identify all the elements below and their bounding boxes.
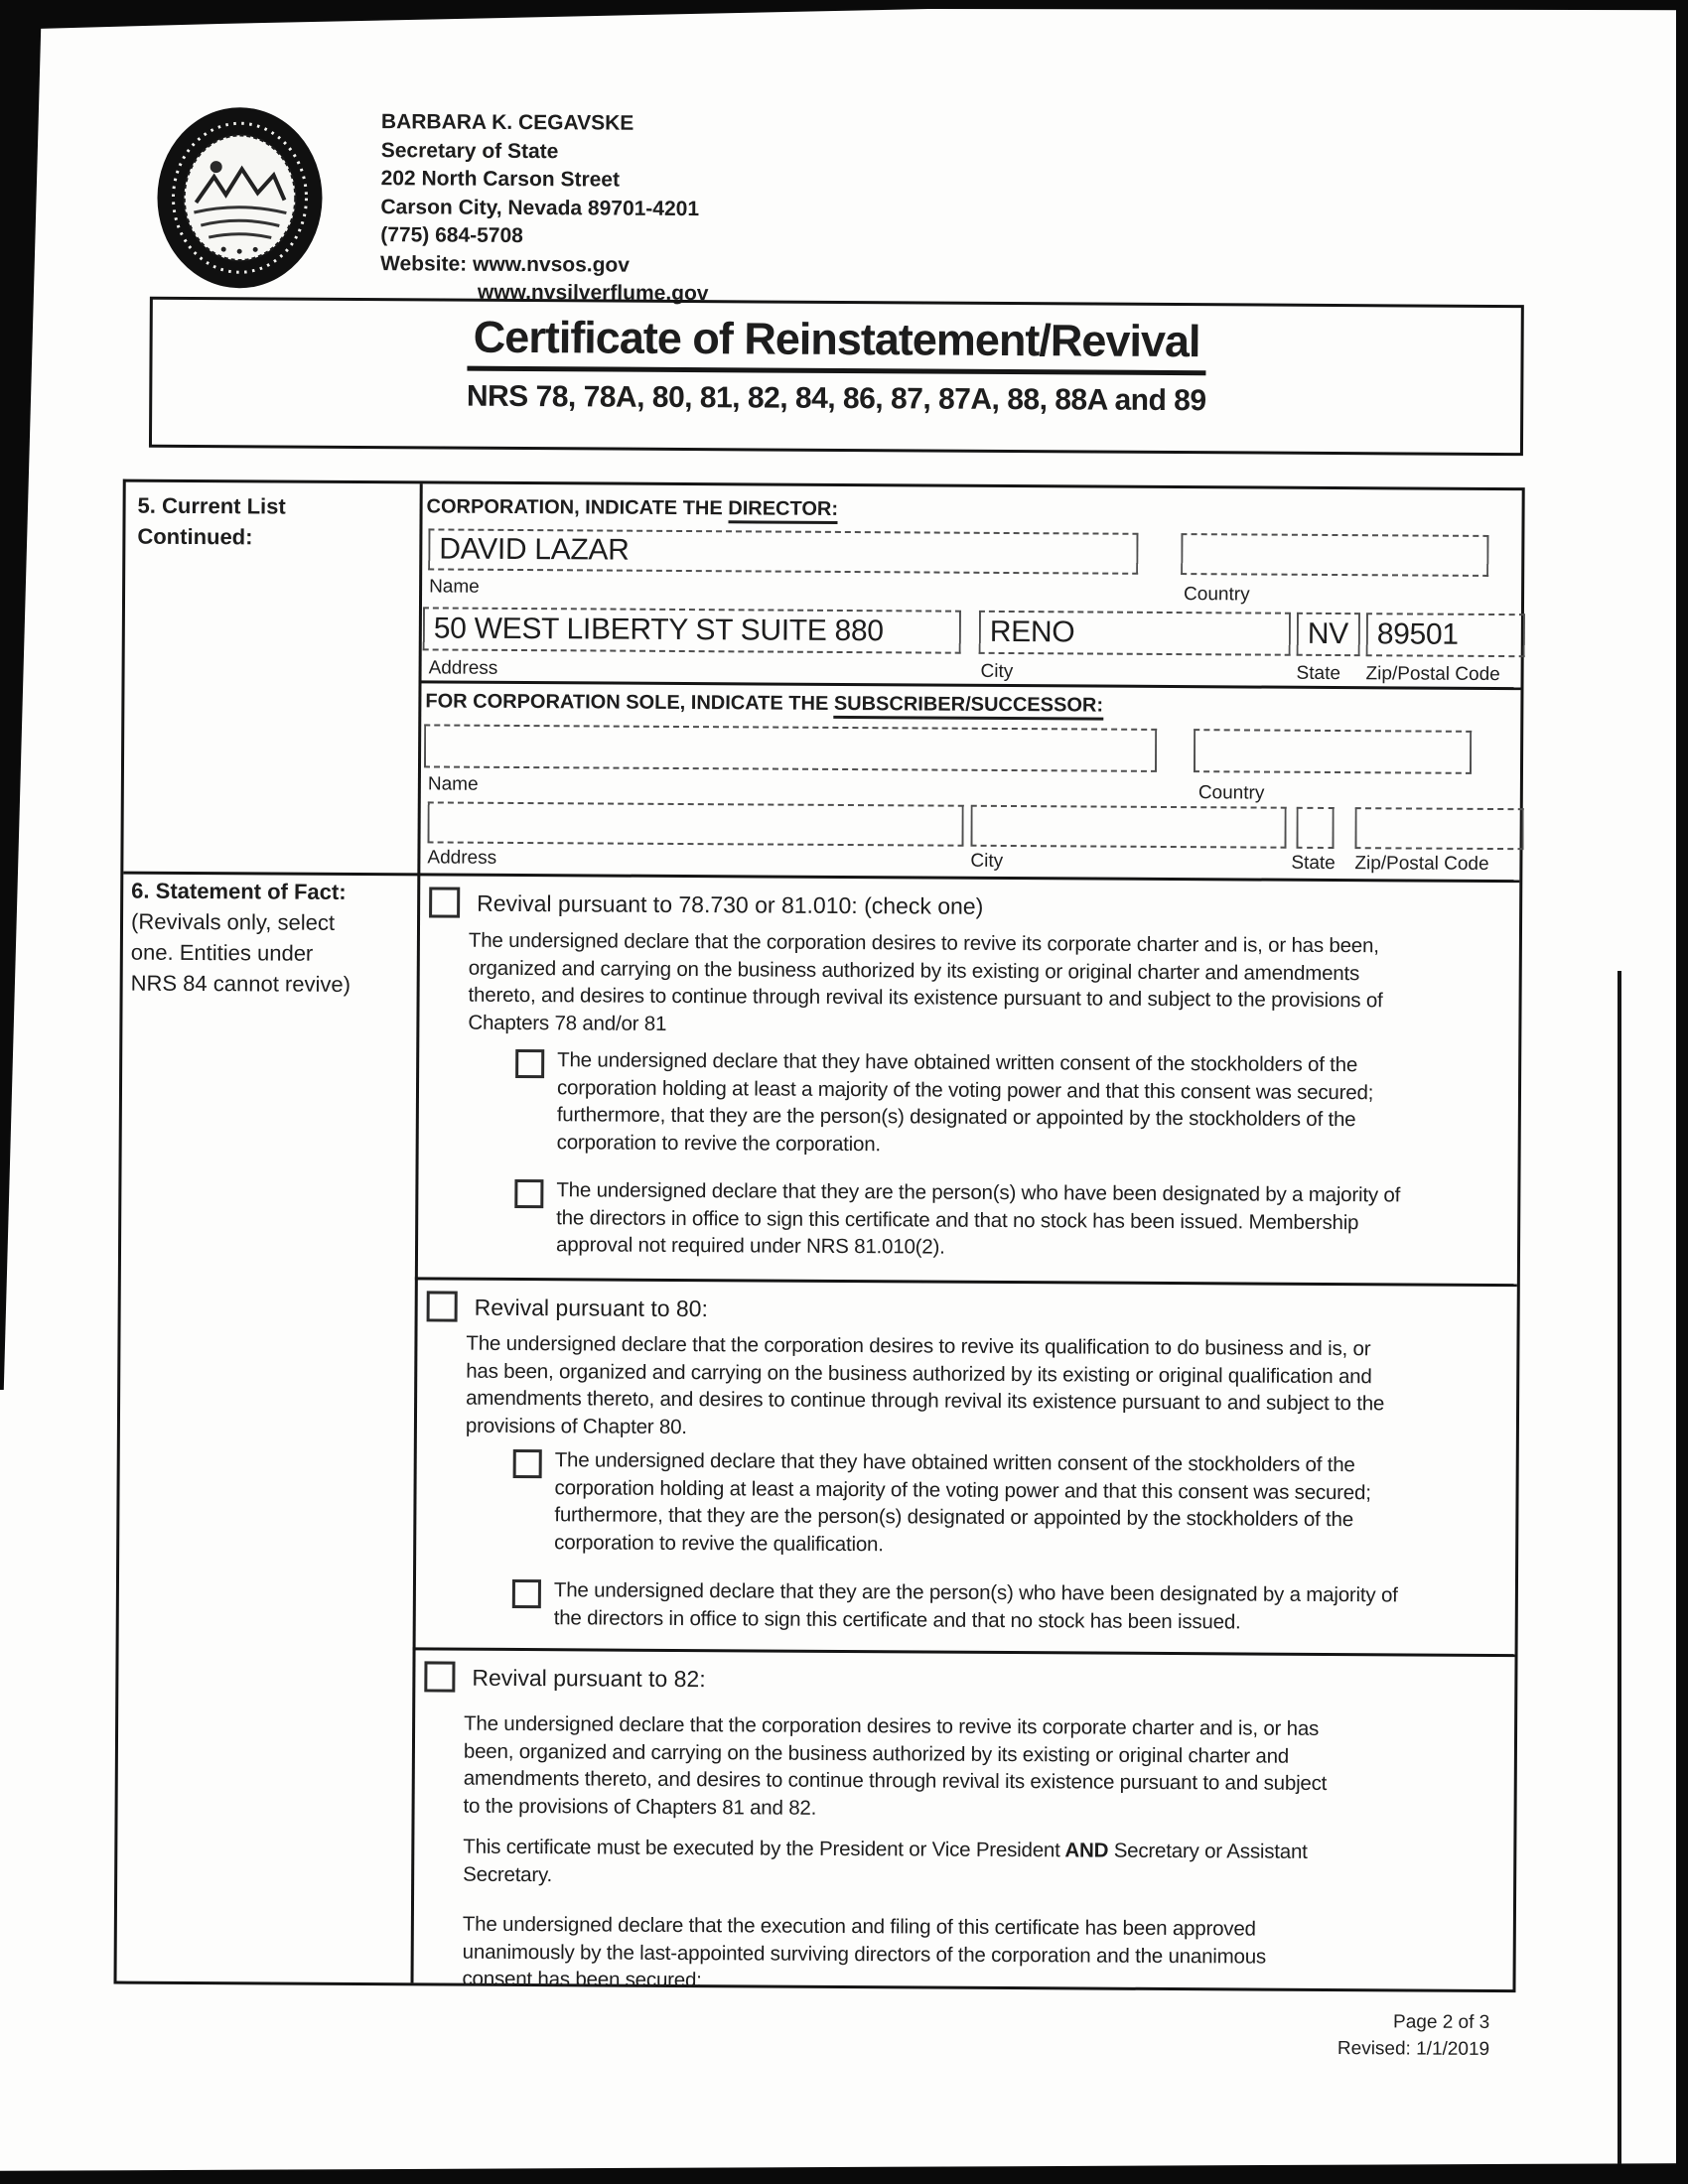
statement-divider [415,1277,1517,1287]
revival-80-title: Revival pursuant to 80: [474,1294,708,1322]
revival-78-designated-checkbox[interactable] [514,1179,543,1208]
revival-80-checkbox[interactable] [427,1291,458,1321]
revival-80-consent-checkbox[interactable] [513,1449,542,1478]
sole-state-field[interactable] [1297,807,1335,849]
scan-artifact-line [1618,971,1621,2164]
revival-80-consent-text: The undersigned declare that they have obtained written consent of the stockholders of the corporation holding at least a majority of the voting power and that this consent was secured; furthermore, that they are the person(s) designated or appointed by the stockholders of the corporation to revive the qualification. [554,1448,1371,1556]
revision-date: Revised: 1/1/2019 [1336,2038,1490,2060]
section6-label: 6. Statement of Fact: (Revivals only, select one. Entities under NRS 84 cannot revive) [130,878,352,997]
sole-address-label: Address [427,847,497,869]
phone-number: (775) 684-5708 [380,223,523,248]
page-number: Page 2 of 3 [1393,2011,1490,2033]
director-zip-field[interactable]: 89501 [1366,613,1525,657]
form-title: Certificate of Reinstatement/Revival [468,312,1206,376]
nevada-state-seal-icon [154,105,326,292]
section5-label: 5. Current List Continued: [137,492,286,550]
form-statutes: NRS 78, 78A, 80, 81, 82, 84, 86, 87, 87A, 88, 88A and 89 [466,379,1206,418]
director-city-label: City [980,660,1014,683]
row-divider [419,680,1521,690]
revival-82-para3: The undersigned declare that the execution and filing of this certificate has been approved unanimously by the last-appointed surviving directors of the corporation and the unanimous consent has been secured: [462,1912,1267,1992]
scan-edge-right [1676,0,1688,2184]
corporation-sole-heading: FOR CORPORATION SOLE, INDICATE THE SUBSCRIBER/SUCCESSOR: [425,690,1103,717]
revival-80-body: The undersigned declare that the corporation desires to revive its qualification to do business and is, or has been, organized and carrying on the business authorized by its existing or original qualification and amendments thereto, and desires to continue through revival its existence pursuant to and subject to the provisions of Chapter 80. [465,1331,1385,1438]
director-state-label: State [1296,662,1341,685]
office-title: Secretary of State [380,138,559,163]
director-name-field[interactable]: DAVID LAZAR [428,528,1138,574]
sole-city-field[interactable] [971,805,1287,849]
revival-82-para1: The undersigned declare that the corporation desires to revive its corporate charter and is, or has been, organized and carrying on the business authorized by its existing or original charter and amendments thereto, and desires to continue through revival its existence pursuant to and subject to the provisions of Chapters 81 and 82. [463,1711,1328,1820]
corporation-heading: CORPORATION, INDICATE THE DIRECTOR: [427,495,839,521]
revival-82-title: Revival pursuant to 82: [472,1664,706,1693]
revival-78-checkbox[interactable] [429,887,460,917]
sole-country-field[interactable] [1194,729,1472,774]
page-footer [987,2006,1489,2063]
sole-address-field[interactable] [428,801,964,846]
revival-78-designated-text: The undersigned declare that they are the person(s) who have been designated by a majority of the directors in office to sign this certificate and that no stock has been issued. Membership approval not required under NRS 81.010(2). [555,1178,1401,1259]
website-line: Website: www.nvsos.gov [380,251,631,277]
sole-city-label: City [970,850,1004,872]
form-body-table [113,479,1524,1993]
revival-80-designated-checkbox[interactable] [512,1579,541,1608]
director-address-field[interactable]: 50 WEST LIBERTY ST SUITE 880 [423,607,961,653]
director-state-field[interactable]: NV [1297,613,1360,656]
sole-country-label: Country [1197,782,1265,804]
form-title-box [149,297,1524,456]
sole-name-label: Name [427,773,479,795]
director-country-field[interactable] [1181,533,1488,577]
revival-78-title: Revival pursuant to 78.730 or 81.010: (check one) [477,889,984,919]
agency-header [380,108,710,309]
revival-82-checkbox[interactable] [424,1661,455,1692]
revival-78-consent-text: The undersigned declare that they have obtained written consent of the stockholders of the corporation holding at least a majority of the voting power and that this consent was secured; furthermore, that they are the person(s) designated or appointed by the stockholders of the corporation to revive the corporation. [556,1048,1374,1156]
statement-divider [413,1647,1515,1657]
revival-78-consent-checkbox[interactable] [515,1049,544,1078]
revival-78-body: The undersigned declare that the corporation desires to revive its corporate charter and is, or has been, organized and carrying on the business authorized by its existing or original charter and amendments thereto, and desires to continue through revival its existence pursuant to and subject to the provisions of Chapters 78 and/or 81 [468,928,1383,1035]
director-country-label: Country [1184,584,1250,606]
street-address: 202 North Carson Street [380,167,621,192]
official-name: BARBARA K. CEGAVSKE [380,110,634,135]
sole-name-field[interactable] [424,724,1157,772]
website-line-2: www.nvsilverflume.gov [477,280,709,306]
column-divider [411,483,423,1982]
sole-state-label: State [1291,852,1336,875]
sole-zip-label: Zip/Postal Code [1354,853,1489,875]
revival-80-designated-text: The undersigned declare that they are the person(s) who have been designated by a majority of the directors in office to sign this certificate and that no stock has been issued. [553,1578,1398,1633]
revival-82-para2: This certificate must be executed by the President or Vice President AND Secretary or Assistant Secretary. [463,1835,1308,1886]
director-address-label: Address [428,657,498,679]
director-city-field[interactable]: RENO [979,611,1291,656]
sole-zip-field[interactable] [1355,807,1524,850]
city-address: Carson City, Nevada 89701-4201 [380,195,700,220]
director-name-label: Name [429,576,480,598]
director-zip-label: Zip/Postal Code [1365,663,1500,686]
